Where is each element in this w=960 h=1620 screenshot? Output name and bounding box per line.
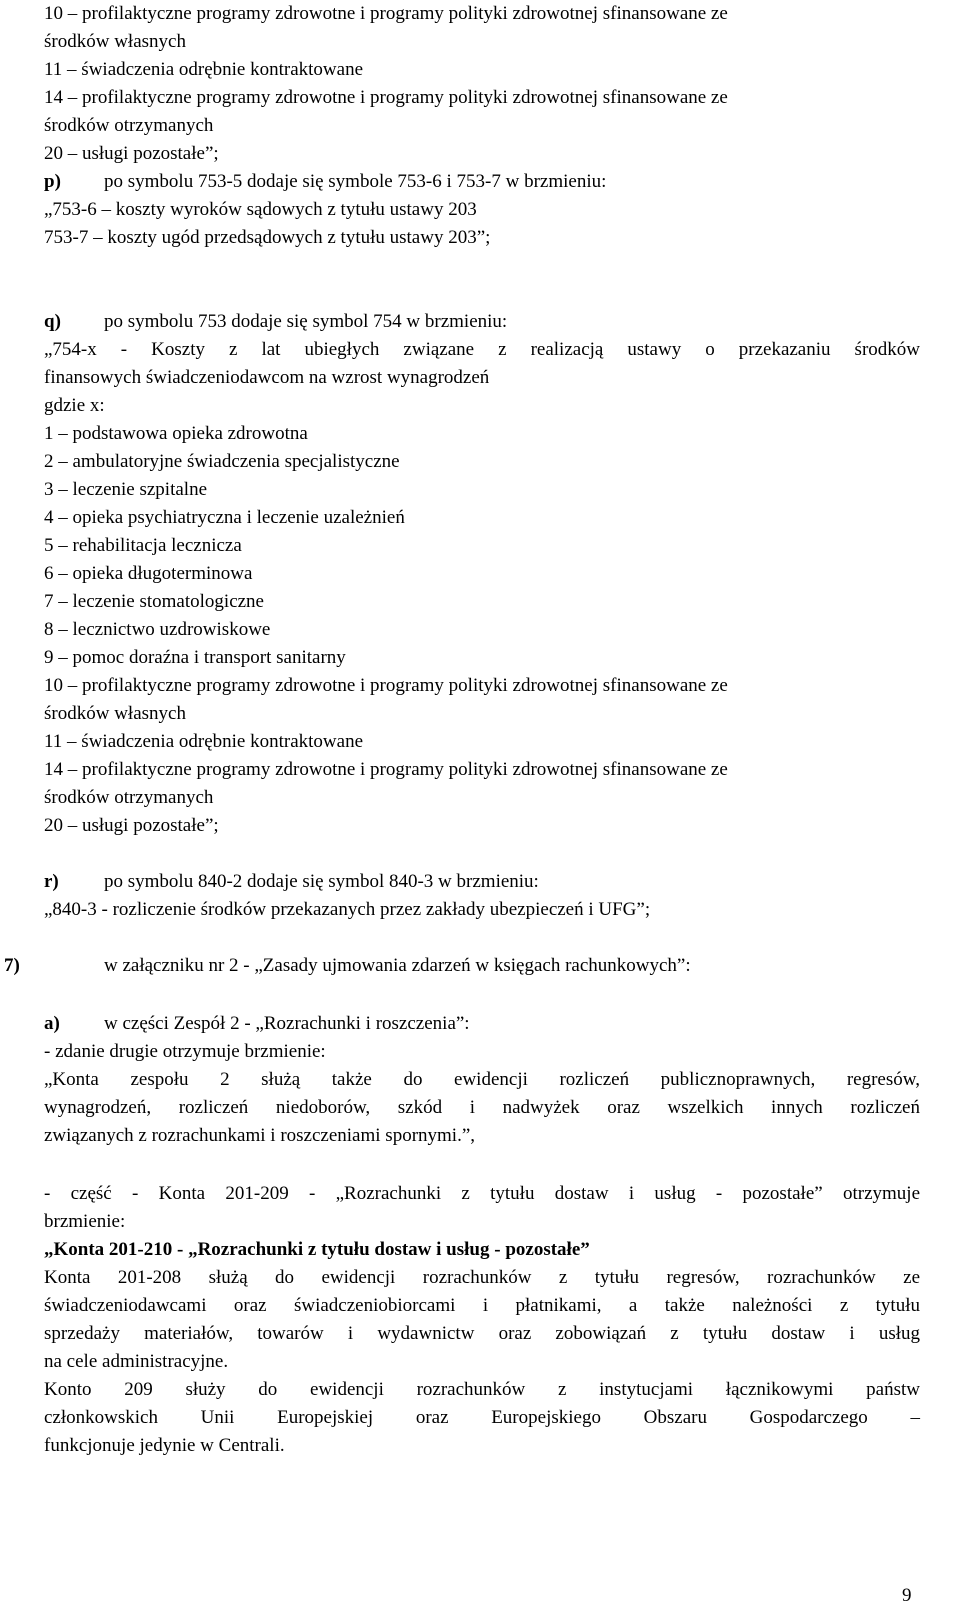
text-line: finansowych świadczeniodawcom na wzrost wynagrodzeń <box>44 367 490 388</box>
text-line: 5 – rehabilitacja lecznicza <box>44 535 242 556</box>
text-line: 7 – leczenie stomatologiczne <box>44 591 264 612</box>
text-line: „753-6 – koszty wyroków sądowych z tytułu ustawy 203 <box>44 199 477 220</box>
list-item-text: po symbolu 840-2 dodaje się symbol 840-3 w brzmieniu: <box>104 871 539 892</box>
text-line: Konto 209 służy do ewidencji rozrachunków z instytucjami łącznikowymi państw <box>44 1379 920 1400</box>
text-line: 11 – świadczenia odrębnie kontraktowane <box>44 59 364 80</box>
text-line: - zdanie drugie otrzymuje brzmienie: <box>44 1041 326 1062</box>
text-line: 2 – ambulatoryjne świadczenia specjalistyczne <box>44 451 400 472</box>
text-line: funkcjonuje jedynie w Centrali. <box>44 1435 285 1456</box>
text-line: 10 – profilaktyczne programy zdrowotne i programy polityki zdrowotnej sfinansowane ze <box>44 675 728 696</box>
list-marker: a) <box>44 1013 60 1034</box>
text-line: 753-7 – koszty ugód przedsądowych z tytułu ustawy 203”; <box>44 227 491 248</box>
text-line: 1 – podstawowa opieka zdrowotna <box>44 423 308 444</box>
text-line: „754-x - Koszty z lat ubiegłych związane z realizacją ustawy o przekazaniu środków <box>44 339 920 360</box>
text-line: 10 – profilaktyczne programy zdrowotne i programy polityki zdrowotnej sfinansowane ze <box>44 3 728 24</box>
text-line: sprzedaży materiałów, towarów i wydawnictw oraz zobowiązań z tytułu dostaw i usług <box>44 1323 920 1344</box>
text-line: 6 – opieka długoterminowa <box>44 563 253 584</box>
text-line: 8 – lecznictwo uzdrowiskowe <box>44 619 271 640</box>
text-line: środków własnych <box>44 31 186 52</box>
text-line: gdzie x: <box>44 395 105 416</box>
text-line: środków otrzymanych <box>44 787 214 808</box>
list-marker: p) <box>44 171 61 192</box>
text-line: 20 – usługi pozostałe”; <box>44 143 219 164</box>
text-line: 11 – świadczenia odrębnie kontraktowane <box>44 731 364 752</box>
text-line: „Konta zespołu 2 służą także do ewidencji rozliczeń publicznoprawnych, regresów, <box>44 1069 920 1090</box>
text-line: związanych z rozrachunkami i roszczeniami spornymi.”, <box>44 1125 476 1146</box>
list-item-text: w części Zespół 2 - „Rozrachunki i roszczenia”: <box>104 1013 470 1034</box>
text-line: 14 – profilaktyczne programy zdrowotne i programy polityki zdrowotnej sfinansowane ze <box>44 87 728 108</box>
text-line: brzmienie: <box>44 1211 126 1232</box>
text-line: świadczeniodawcami oraz świadczeniobiorcami i płatnikami, a także należności z tytułu <box>44 1295 920 1316</box>
text-line: 3 – leczenie szpitalne <box>44 479 208 500</box>
text-line: 4 – opieka psychiatryczna i leczenie uzależnień <box>44 507 405 528</box>
text-line: środków otrzymanych <box>44 115 214 136</box>
text-line: 14 – profilaktyczne programy zdrowotne i programy polityki zdrowotnej sfinansowane ze <box>44 759 728 780</box>
list-marker: r) <box>44 871 59 892</box>
list-marker: 7) <box>4 955 20 976</box>
text-line: członkowskich Unii Europejskiej oraz Europejskiego Obszaru Gospodarczego – <box>44 1407 920 1428</box>
list-item-text: po symbolu 753-5 dodaje się symbole 753-6 i 753-7 w brzmieniu: <box>104 171 607 192</box>
text-line: - część - Konta 201-209 - „Rozrachunki z tytułu dostaw i usług - pozostałe” otrzymuje <box>44 1183 920 1204</box>
text-line: Konta 201-208 służą do ewidencji rozrachunków z tytułu regresów, rozrachunków ze <box>44 1267 920 1288</box>
text-line: „Konta 201-210 - „Rozrachunki z tytułu dostaw i usług - pozostałe” <box>44 1239 590 1260</box>
text-line: wynagrodzeń, rozliczeń niedoborów, szkód i nadwyżek oraz wszelkich innych rozliczeń <box>44 1097 920 1118</box>
page-number: 9 <box>902 1585 912 1606</box>
list-item-text: w załączniku nr 2 - „Zasady ujmowania zdarzeń w księgach rachunkowych”: <box>104 955 691 976</box>
list-item-text: po symbolu 753 dodaje się symbol 754 w brzmieniu: <box>104 311 508 332</box>
text-line: 20 – usługi pozostałe”; <box>44 815 219 836</box>
text-line: środków własnych <box>44 703 186 724</box>
text-line: 9 – pomoc doraźna i transport sanitarny <box>44 647 346 668</box>
text-line: „840-3 - rozliczenie środków przekazanych przez zakłady ubezpieczeń i UFG”; <box>44 899 651 920</box>
text-line: na cele administracyjne. <box>44 1351 229 1372</box>
list-marker: q) <box>44 311 61 332</box>
